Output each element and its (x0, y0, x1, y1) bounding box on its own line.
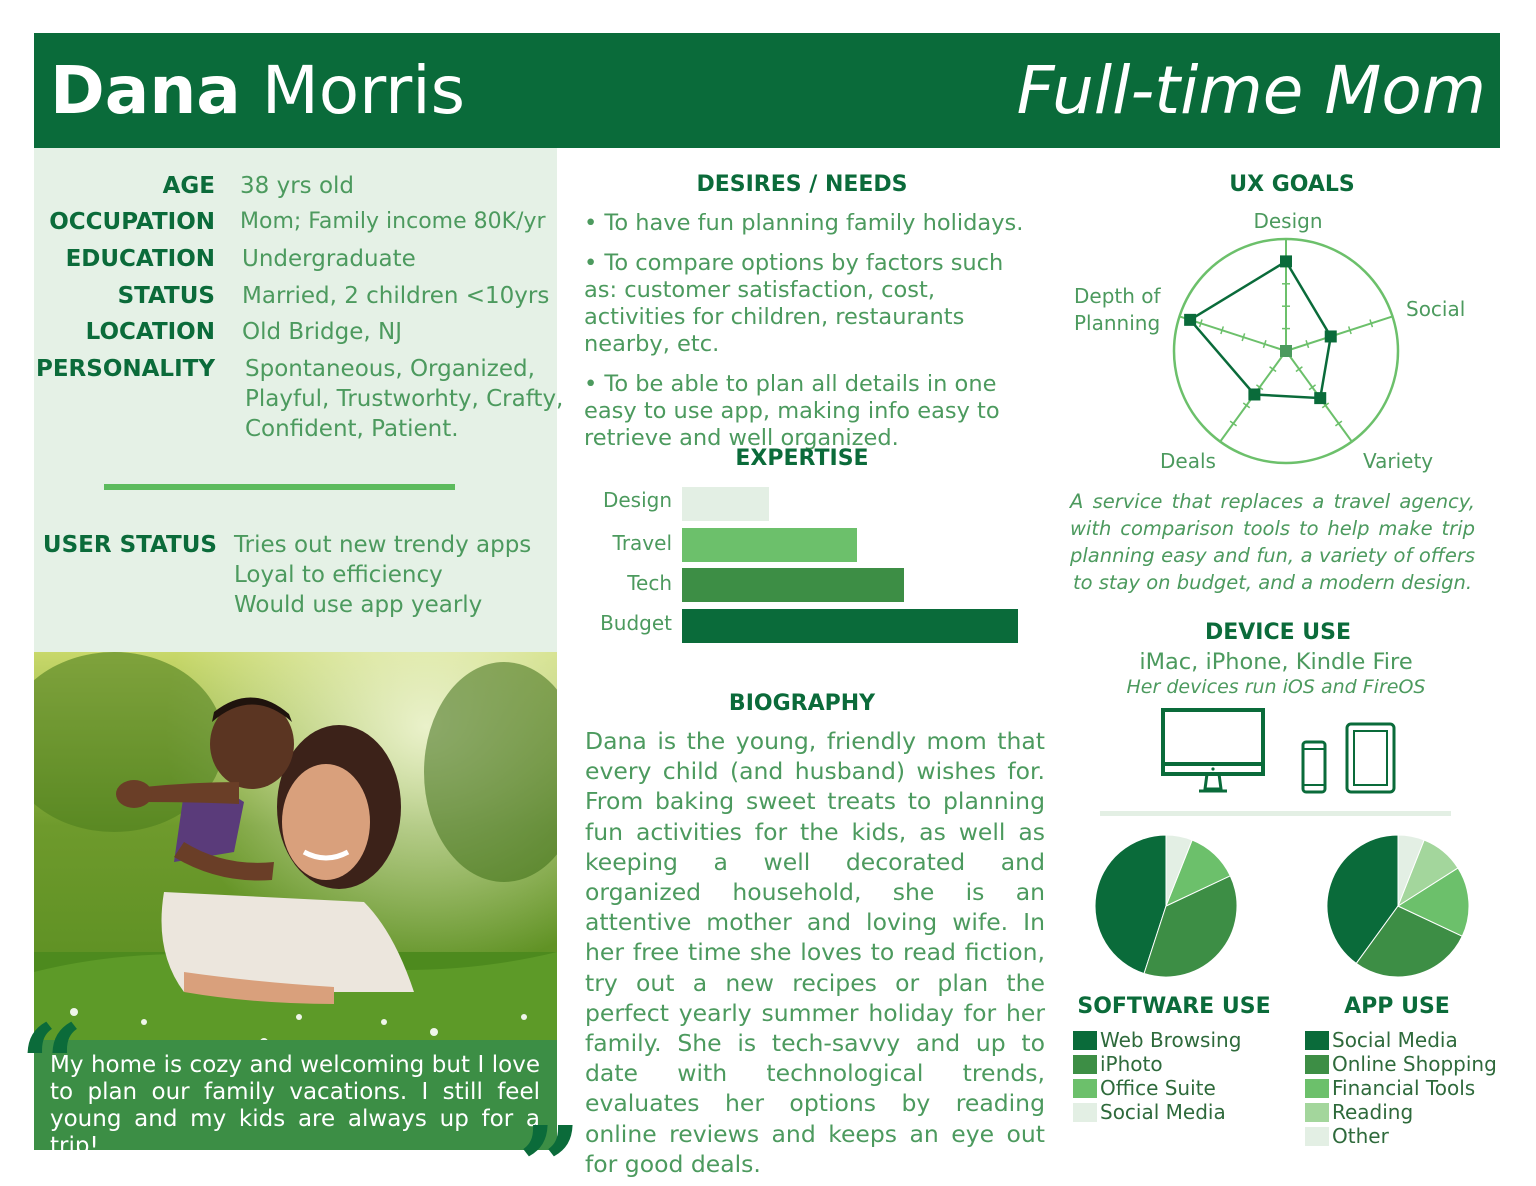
panel-divider (104, 484, 455, 490)
ux-goals-description: A service that replaces a travel agency, with comparison tools to help make trip planning easy and fun, a variety of offers to stay on budget, and a modern design. (1070, 490, 1475, 594)
device-divider (1100, 811, 1451, 816)
legend-swatch (1305, 1127, 1329, 1146)
quote-box (34, 1040, 557, 1159)
profile-value: Old Bridge, NJ (242, 319, 402, 345)
expertise-title: EXPERTISE (735, 446, 869, 471)
profile-value: Mom; Family income 80K/yr (240, 209, 546, 234)
radar-point (1248, 388, 1260, 400)
legend-item (1305, 1124, 1497, 1148)
quote-text: My home is cozy and welcoming but I love to plan our family vacations. I still feel young and my kids are always up for a trip! (50, 1052, 540, 1159)
legend-label: Reading (1332, 1100, 1414, 1124)
legend-swatch (1073, 1103, 1097, 1122)
profile-label: PERSONALITY (35, 356, 215, 382)
imac-icon (1163, 710, 1263, 791)
legend-swatch (1305, 1079, 1329, 1098)
legend-label: Office Suite (1100, 1076, 1216, 1100)
device-icons (1155, 706, 1405, 798)
persona-role: Full-time Mom (1016, 52, 1486, 129)
legend-swatch (1305, 1031, 1329, 1050)
radar-point (1314, 392, 1326, 404)
legend-swatch (1073, 1055, 1097, 1074)
radar-label-variety: Variety (1363, 449, 1434, 473)
legend-label: Online Shopping (1332, 1052, 1497, 1076)
ux-goals-title: UX GOALS (1229, 172, 1355, 197)
legend-item (1305, 1052, 1497, 1076)
software-use-pie-chart (1094, 834, 1238, 978)
desires-title: DESIRES / NEEDS (696, 172, 908, 197)
bar-budget (682, 609, 1018, 643)
app-use-title: APP USE (1344, 994, 1450, 1019)
radar-point (1280, 255, 1292, 267)
software-use-title: SOFTWARE USE (1077, 994, 1271, 1019)
desire-item: • To be able to plan all details in one easy to use app, making info easy to retrieve and well organized. (584, 371, 1000, 451)
app-use-legend (1305, 1028, 1497, 1148)
bar-label-budget: Budget (600, 611, 672, 635)
legend-label: Financial Tools (1332, 1076, 1476, 1100)
radar-label-design: Design (1253, 209, 1323, 233)
software-use-legend (1073, 1028, 1241, 1124)
legend-label: Web Browsing (1100, 1028, 1242, 1052)
kindle-icon (1347, 724, 1394, 792)
last-name: Morris (261, 52, 465, 129)
radar-axis (1286, 316, 1393, 351)
user-status-line: Loyal to efficiency (234, 562, 443, 588)
profile-label: OCCUPATION (49, 209, 215, 235)
profile-label: EDUCATION (65, 246, 215, 272)
close-quote-icon: ” (518, 1102, 582, 1186)
device-list: iMac, iPhone, Kindle Fire (1139, 649, 1413, 675)
desire-item: • To compare options by factors such as: customer satisfaction, cost, activities for children, restaurants nearby, etc. (584, 250, 1004, 357)
radar-label-depth-line1: Depth of (1074, 284, 1161, 308)
bar-label-travel: Travel (612, 531, 672, 555)
profile-row-location (34, 317, 557, 347)
legend-item (1073, 1028, 1241, 1052)
bar-design (682, 487, 769, 521)
profile-value: 38 yrs old (240, 173, 355, 199)
profile-row-occupation (34, 207, 557, 237)
radar-plot (1174, 239, 1398, 463)
profile-row-age (34, 171, 557, 201)
legend-label: Social Media (1332, 1028, 1458, 1052)
device-use-title: DEVICE USE (1204, 620, 1352, 645)
user-status-line: Tries out new trendy apps (234, 532, 532, 558)
legend-item (1305, 1076, 1497, 1100)
legend-label: Other (1332, 1124, 1389, 1148)
user-status-line: Would use app yearly (234, 592, 483, 618)
profile-label: STATUS (117, 283, 215, 309)
persona-name (50, 53, 465, 129)
radar-point (1325, 330, 1337, 342)
iphone-icon (1303, 742, 1325, 792)
profile-value: Married, 2 children <10yrs (242, 283, 550, 309)
radar-label-depth-line2: Planning (1074, 311, 1161, 335)
profile-panel (34, 148, 564, 652)
bar-label-design: Design (602, 488, 672, 512)
legend-swatch (1073, 1031, 1097, 1050)
legend-label: iPhoto (1100, 1052, 1163, 1076)
profile-value-line: Spontaneous, Organized, (245, 356, 535, 382)
legend-swatch (1305, 1103, 1329, 1122)
ux-goals-radar-chart (1060, 200, 1500, 485)
profile-value-line: Confident, Patient. (245, 416, 459, 442)
bar-travel (682, 528, 857, 562)
legend-label: Social Media (1100, 1100, 1226, 1124)
radar-label-deals: Deals (1160, 449, 1216, 473)
radar-series-line (1190, 261, 1331, 398)
profile-row-education (34, 244, 557, 274)
bar-label-tech: Tech (627, 571, 672, 595)
profile-label: LOCATION (85, 319, 215, 345)
bar-tech (682, 568, 904, 602)
device-note: Her devices run iOS and FireOS (1126, 676, 1426, 698)
desire-item: • To have fun planning family holidays. (584, 210, 1024, 236)
legend-item (1073, 1076, 1241, 1100)
open-quote-icon: “ (20, 1000, 84, 1129)
legend-item (1073, 1100, 1241, 1124)
profile-value-line: Playful, Trustworhty, Crafty, (245, 386, 564, 412)
first-name: Dana (50, 52, 241, 129)
user-status-block (34, 530, 557, 622)
profile-row-personality (34, 354, 564, 446)
profile-value: Undergraduate (242, 246, 416, 272)
legend-item (1073, 1052, 1241, 1076)
radar-label-social: Social (1406, 297, 1466, 321)
header-banner (34, 33, 1500, 148)
biography-title: BIOGRAPHY (728, 691, 876, 716)
legend-swatch (1305, 1055, 1329, 1074)
legend-item (1305, 1100, 1497, 1124)
user-status-label: USER STATUS (42, 532, 217, 558)
desires-list (584, 210, 1039, 465)
biography-text: Dana is the young, friendly mom that every child (and husband) wishes for. From baking sweet treats to planning fun activities for the kids, as well as keeping a well decorated and organized household, she is an attentive mother and loving wife. In her free time she loves to read fiction, try out a new recipes or plan the perfect yearly summer holiday for her family. She is tech-savvy and up to date with technological trends, evaluates her options by reading online reviews and keeps an eye out for good deals. (585, 727, 1045, 1178)
radar-point (1184, 314, 1196, 326)
profile-label: AGE (162, 173, 215, 199)
legend-swatch (1073, 1079, 1097, 1098)
profile-row-status (34, 281, 557, 311)
radar-center (1280, 345, 1292, 357)
app-use-pie-chart (1326, 834, 1470, 978)
legend-item (1305, 1028, 1497, 1052)
